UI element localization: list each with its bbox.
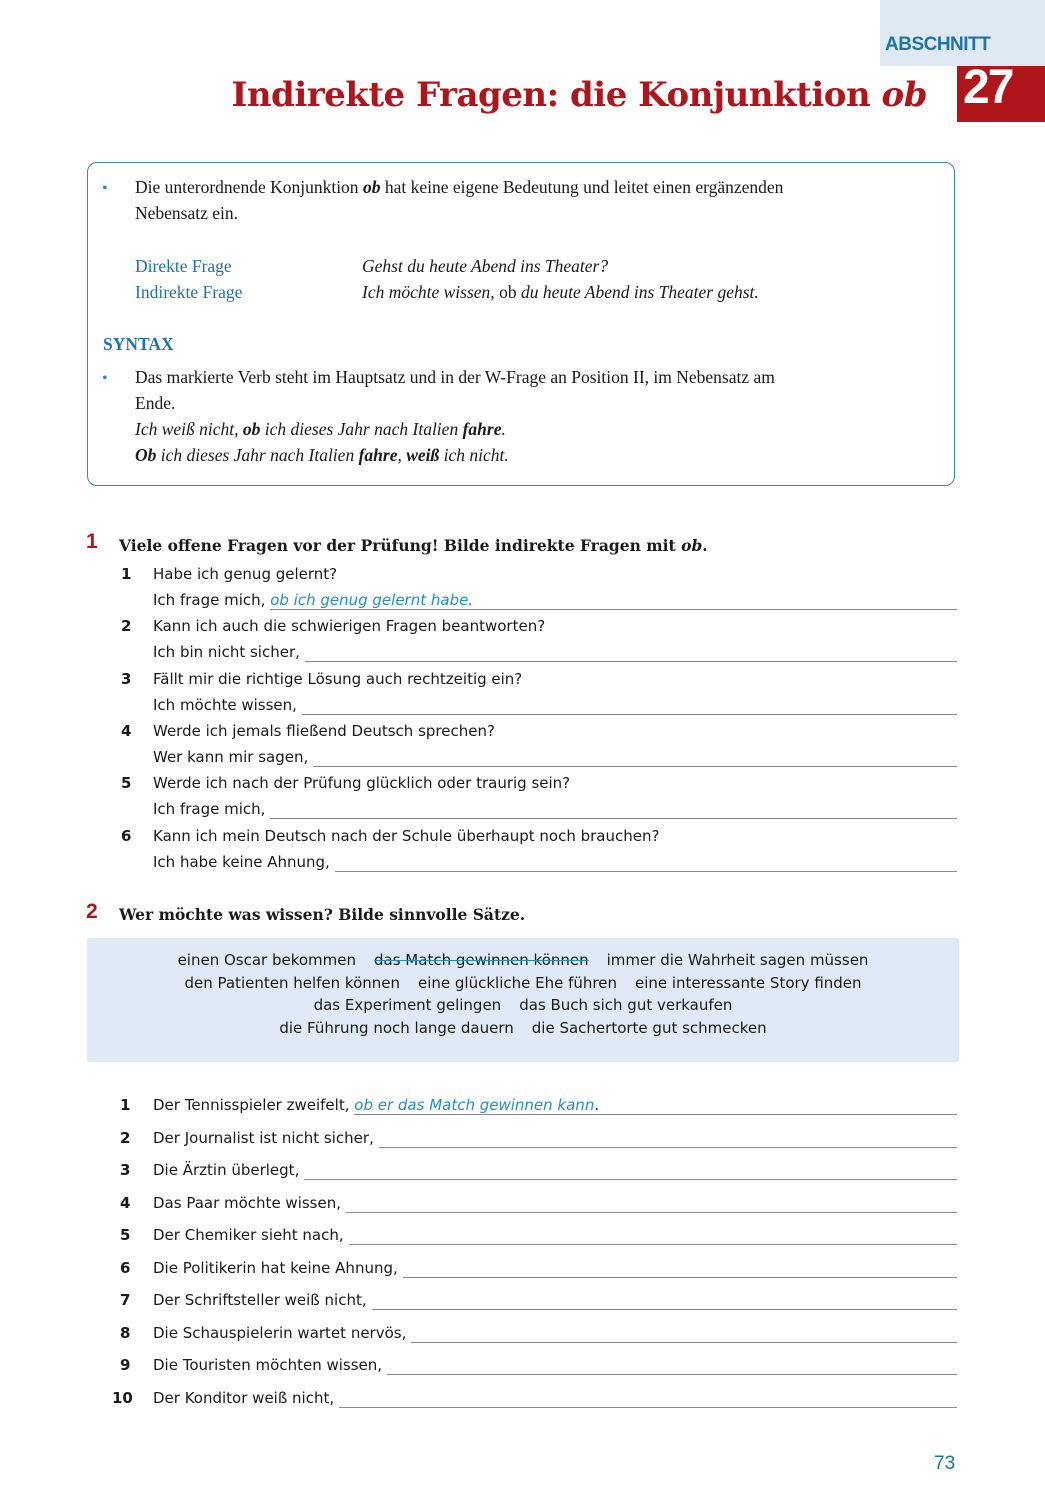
exercise-2-instruction: Wer möchte was wissen? Bilde sinnvolle Sätze. — [119, 905, 526, 924]
answer-line[interactable] — [403, 1277, 957, 1278]
item-number: 1 — [121, 565, 132, 583]
word-bank-row — [87, 994, 959, 1017]
item-stem: Die Ärztin überlegt, — [153, 1161, 300, 1179]
word-bank-phrase: die Sachertorte gut schmecken — [531, 1018, 767, 1037]
word-bank-row — [87, 1017, 959, 1040]
item-number: 4 — [120, 1193, 131, 1212]
item-stem: Ich frage mich, — [153, 800, 266, 819]
item-stem: Ich frage mich, ob ich genug gelernt habe. — [153, 591, 474, 609]
answer-field[interactable]: ob er das Match gewinnen kann — [354, 1096, 595, 1114]
direct-question-label: Direkte Frage — [135, 256, 232, 276]
word-bank-row — [87, 949, 959, 972]
item-number: 8 — [120, 1323, 131, 1342]
answer-line[interactable] — [304, 1179, 957, 1180]
answer-line[interactable] — [313, 766, 957, 767]
word-bank-phrase: eine interessante Story finden — [634, 973, 862, 992]
indirect-question-example: Ich möchte wissen, ob du heute Abend ins Theater gehst. — [362, 282, 759, 302]
item-stem: Die Politikerin hat keine Ahnung, — [153, 1258, 398, 1277]
item-number: 2 — [121, 617, 132, 636]
answer-line[interactable] — [339, 1407, 957, 1408]
item-number: 10 — [112, 1388, 133, 1407]
item-number: 3 — [121, 669, 132, 688]
item-question: Kann ich mein Deutsch nach der Schule überhaupt noch brauchen? — [153, 826, 660, 845]
answer-line[interactable] — [270, 818, 957, 819]
item-stem: Der Konditor weiß nicht, — [153, 1388, 335, 1407]
direct-question-example: Gehst du heute Abend ins Theater? — [362, 256, 609, 276]
item-number: 4 — [121, 721, 132, 740]
page-title — [231, 75, 927, 115]
item-number: 9 — [120, 1356, 131, 1374]
item-stem: Ich habe keine Ahnung, — [153, 852, 330, 871]
answer-line[interactable] — [354, 1114, 957, 1115]
answer-line[interactable] — [270, 609, 957, 610]
answer-line[interactable] — [372, 1309, 957, 1310]
syntax-rule-text: Das markierte Verb steht im Hauptsatz und in der W-Frage an Position II, im Nebensatz am Ende. Ich weiß nicht, ob ich dieses Jahr nach Italien fahre. Ob ich dieses Jahr nach Italien fahre, weiß ich nicht. — [135, 367, 775, 465]
answer-line[interactable] — [379, 1147, 957, 1148]
word-bank-phrase: den Patienten helfen können — [184, 973, 400, 992]
section-label-background — [880, 0, 1045, 66]
exercise-1-number: 1 — [86, 530, 98, 553]
bullet-icon: • — [102, 180, 108, 197]
grammar-info-box — [87, 162, 955, 486]
item-number: 3 — [120, 1161, 131, 1179]
item-number: 6 — [120, 1258, 131, 1277]
item-stem: Die Schauspielerin wartet nervös, — [153, 1323, 407, 1342]
word-bank-phrase: eine glückliche Ehe führen — [418, 973, 617, 992]
bullet-icon: • — [102, 370, 108, 387]
word-bank-phrase: einen Oscar bekommen — [177, 951, 357, 969]
word-bank-phrase: das Experiment gelingen — [313, 996, 502, 1014]
syntax-heading: SYNTAX — [103, 334, 174, 354]
answer-line[interactable] — [411, 1342, 957, 1343]
item-stem: Der Schriftsteller weiß nicht, — [153, 1291, 367, 1309]
item-number: 6 — [121, 826, 132, 845]
item-stem: Ich bin nicht sicher, — [153, 643, 300, 662]
item-number: 7 — [120, 1291, 131, 1309]
word-bank — [87, 938, 959, 1062]
item-stem: Der Chemiker sieht nach, — [153, 1226, 344, 1244]
section-number: 27 — [963, 61, 1013, 114]
item-question: Kann ich auch die schwierigen Fragen beantworten? — [153, 617, 546, 636]
item-number: 5 — [121, 774, 132, 793]
answer-line[interactable] — [346, 1212, 957, 1213]
item-number: 1 — [120, 1096, 131, 1114]
item-stem: Wer kann mir sagen, — [153, 747, 309, 766]
answer-line[interactable] — [305, 661, 957, 662]
page-title-italic: ob — [881, 75, 927, 115]
item-question: Habe ich genug gelernt? — [153, 565, 338, 583]
answer-line[interactable] — [335, 871, 957, 872]
section-label: ABSCHNITT — [885, 34, 991, 55]
word-bank-phrase: immer die Wahrheit sagen müssen — [606, 951, 869, 969]
item-question: Fällt mir die richtige Lösung auch rechtzeitig ein? — [153, 669, 523, 688]
rule-text-1: Die unterordnende Konjunktion ob hat keine eigene Bedeutung und leitet einen ergänzenden Nebensatz ein. — [135, 177, 784, 223]
item-stem: Ich möchte wissen, — [153, 695, 297, 714]
answer-field[interactable]: ob ich genug gelernt habe. — [270, 591, 474, 609]
item-stem: Die Touristen möchten wissen, — [153, 1356, 383, 1374]
item-stem: Der Tennisspieler zweifelt, ob er das Match gewinnen kann. — [153, 1096, 600, 1114]
page-title-text: Indirekte Fragen: die Konjunktion — [231, 75, 882, 115]
item-stem: Das Paar möchte wissen, — [153, 1193, 342, 1212]
answer-line[interactable] — [349, 1244, 957, 1245]
page-number: 73 — [934, 1453, 956, 1474]
item-number: 2 — [120, 1128, 131, 1147]
word-bank-phrase: das Match gewinnen können — [374, 951, 589, 969]
answer-line[interactable] — [302, 714, 957, 715]
word-bank-phrase: das Buch sich gut verkaufen — [519, 996, 733, 1014]
item-question: Werde ich nach der Prüfung glücklich oder traurig sein? — [153, 774, 571, 793]
exercise-1-instruction: Viele offene Fragen vor der Prüfung! Bilde indirekte Fragen mit ob. — [119, 536, 708, 555]
item-stem: Der Journalist ist nicht sicher, — [153, 1128, 374, 1147]
exercise-2-number: 2 — [86, 900, 98, 923]
word-bank-phrase: die Führung noch lange dauern — [279, 1018, 514, 1037]
indirect-question-label: Indirekte Frage — [135, 282, 243, 302]
item-number: 5 — [120, 1226, 131, 1244]
answer-line[interactable] — [387, 1374, 957, 1375]
word-bank-row — [87, 972, 959, 995]
item-question: Werde ich jemals fließend Deutsch sprechen? — [153, 721, 495, 740]
